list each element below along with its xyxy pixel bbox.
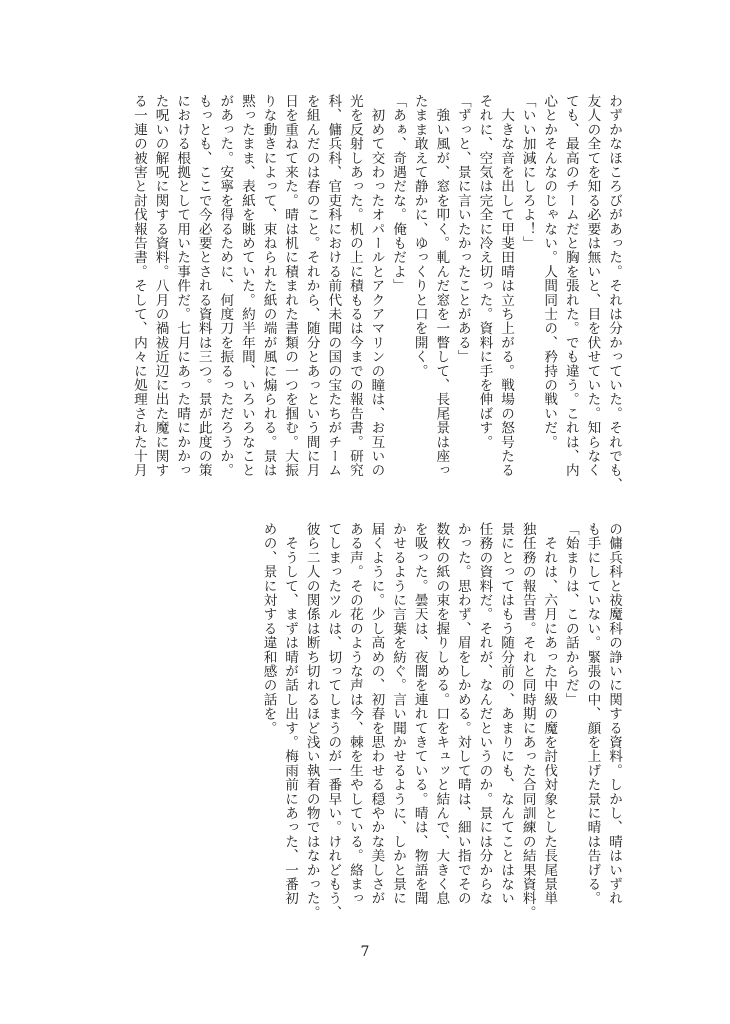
text-block-upper xyxy=(84,94,624,499)
text-line: ても、最高のチームだと胸を張れた。でも違う。これは、内 xyxy=(562,94,579,478)
text-line: 「始まりは、この話からだ」 xyxy=(562,522,579,707)
text-line: それは、六月にあった中級の魔を討伐対象とした長尾景単 xyxy=(541,522,558,906)
text-line: 景にとってはもう随分前の、あまりにも、なんてことはない xyxy=(498,522,515,906)
text-line: 友人の全てを知る必要は無いと、目を伏せていた。知らなく xyxy=(584,94,601,478)
text-line: も手にしていない。緊張の中、顔を上げた景に晴は告げる。 xyxy=(584,522,601,906)
text-line: ある声。その花のような声は今、棘を生やしている。絡まっ xyxy=(346,522,363,906)
text-line: 黙ったまま、表紙を眺めていた。約半年間、いろいろなこと xyxy=(238,94,255,478)
text-line: 彼ら二人の関係は断ち切れるほど浅い執着の物ではなかった。 xyxy=(303,522,320,920)
page-number: 7 xyxy=(360,944,370,960)
text-line: 独任務の報告書。それと同時期にあった合同訓練の結果資料。 xyxy=(519,522,536,920)
text-line: を吸った。曇天は、夜闇を連れてきている。晴は、物語を聞 xyxy=(411,522,428,906)
text-line: 科、傭兵科、官吏科における前代未聞の国の宝たちがチーム xyxy=(325,94,342,478)
text-line: における根拠として用いた事件だ。七月にあった晴にかかっ xyxy=(174,94,191,478)
text-line: かせるように言葉を紡ぐ。言い聞かせるように、しかと景に xyxy=(390,522,407,906)
text-line: 強い風が、窓を叩く。軋んだ窓を一瞥して、長尾景は座っ xyxy=(433,94,450,478)
text-line: かった。思わず、眉をしかめる。対して晴は、細い指でその xyxy=(454,522,471,906)
text-line: 届くように。少し高めの、初春を思わせる穏やかな美しさが xyxy=(368,522,385,906)
text-line: わずかなほころびがあった。それは分かっていた。それでも、 xyxy=(606,94,622,492)
text-line: 大きな音を出して甲斐田晴は立ち上がる。戦場の怒号たる xyxy=(498,94,515,478)
text-line: 日を重ねて来た。晴は机に積まれた書類の一つを掴む。大振 xyxy=(282,94,299,478)
text-block-lower xyxy=(84,522,624,937)
text-line: る一連の被害と討伐報告書。そして、内々に処理された十月 xyxy=(130,94,147,478)
text-line: そうして、まずは晴が話し出す。梅雨前にあった、一番初 xyxy=(282,522,299,906)
text-line: を組んだのは春のこと。それから、随分とあっという間に月 xyxy=(303,94,320,478)
text-line: それに、空気は完全に冷え切った。資料に手を伸ばす。 xyxy=(476,94,493,449)
text-line: 光を反射しあった。机の上に積もるは今までの報告書。研究 xyxy=(346,94,363,478)
text-line: があった。安寧を得るために、何度刀を振るっただろうか。 xyxy=(217,94,234,478)
text-line: 「ずっと、景に言いたかったことがある」 xyxy=(454,94,471,364)
text-line: てしまったツルは、切ってしまうのが一番早い。けれどもう、 xyxy=(325,522,342,920)
text-line: 「あぁ、奇遇だな。俺もだよ」 xyxy=(390,94,407,293)
text-line: たまま敢えて静かに、ゆっくりと口を開く。 xyxy=(411,94,428,378)
text-line: 「いい加減にしろよ！」 xyxy=(519,94,536,251)
text-line: めの、景に対する違和感の話を。 xyxy=(260,522,277,735)
text-line: 任務の資料だ。それが、なんだというのか。景には分からな xyxy=(476,522,493,906)
text-line: 初めて交わったオパールとアクアマリンの瞳は、お互いの xyxy=(368,94,385,478)
text-line: 心とかそんなのじゃない。人間同士の、矜持の戦いだ。 xyxy=(541,94,558,449)
text-line: た呪いの解呪に関する資料。八月の禍祓近辺に出た魔に関す xyxy=(152,94,169,478)
text-line: 数枚の紙の束を握りしめる。口をキュッと結んで、大きく息 xyxy=(433,522,450,906)
text-line: の傭兵科と祓魔科の諍いに関する資料。しかし、晴はいずれ xyxy=(606,522,622,906)
text-line: もっとも、ここで今必要とされる資料は三つ。景が此度の策 xyxy=(195,94,212,478)
text-line: りな動きによって、束ねられた紙の端が風に煽られる。景は xyxy=(260,94,277,478)
